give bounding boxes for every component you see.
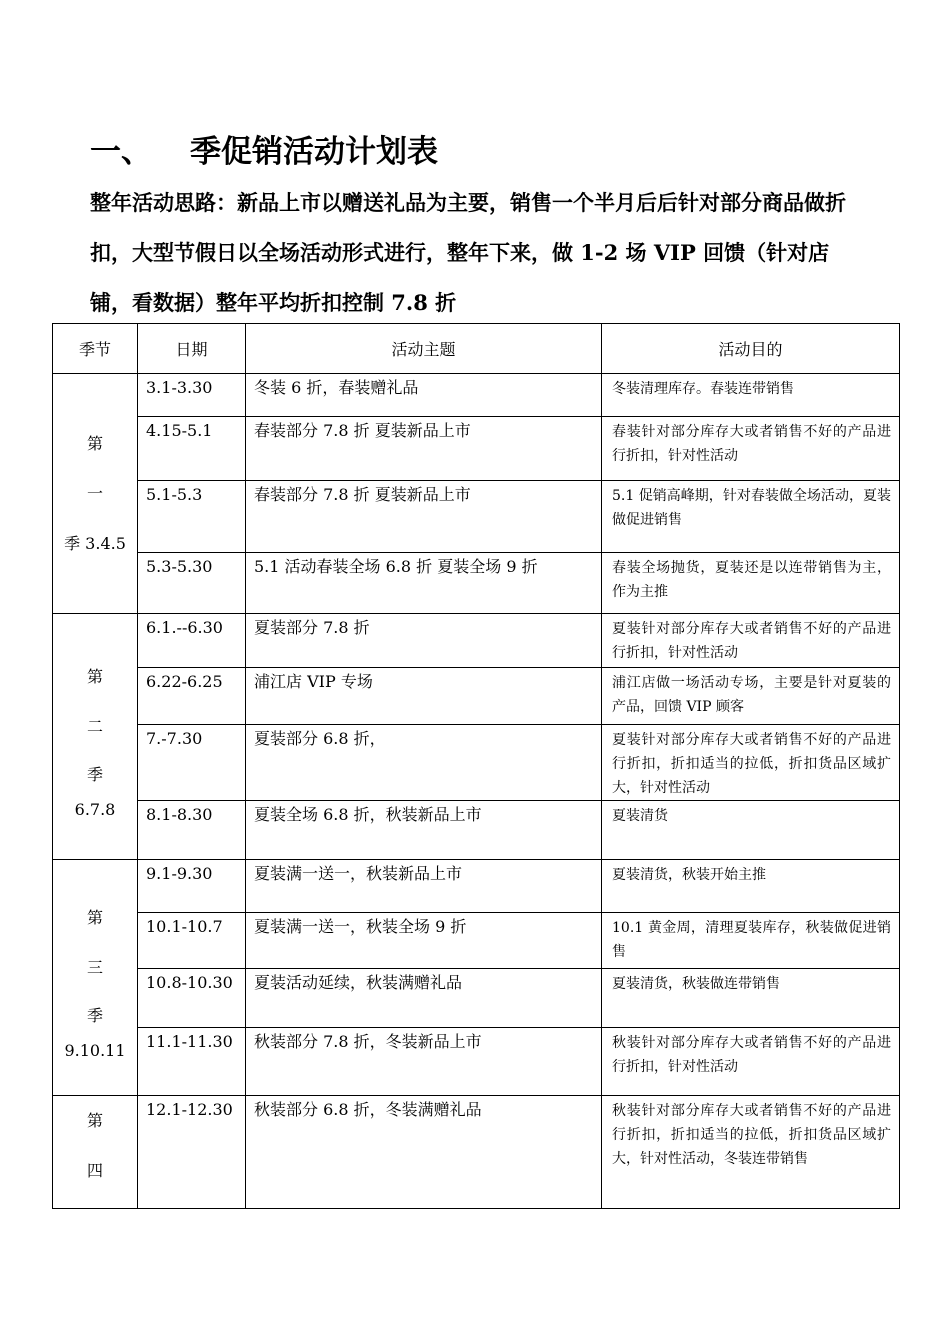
intro-paragraph: 整年活动思路：新品上市以赠送礼品为主要，销售一个半月后后针对部分商品做折扣，大型节假日以全场活动形式进行，整年下来，做 1-2 场 VIP 回馈（针对店铺，看数据）整年平均折扣控制 7.8 折: [90, 190, 846, 315]
table-row: [53, 417, 900, 481]
purpose-cell: 夏装清货，秋装开始主推: [602, 860, 900, 913]
season-label-line: 季 3.4.5: [64, 533, 126, 553]
season-label-line: 第: [86, 433, 103, 453]
table-row: [53, 725, 900, 801]
season-label-line: 季: [86, 1005, 103, 1025]
theme-cell: 夏装满一送一，秋装新品上市: [246, 860, 602, 913]
table-row: [53, 860, 900, 913]
season-label-line: 第: [86, 666, 103, 686]
table-row: [53, 553, 900, 614]
table-row: [53, 614, 900, 668]
purpose-cell: 春装全场抛货，夏装还是以连带销售为主，作为主推: [602, 553, 900, 614]
season-label-line: 季: [86, 764, 103, 784]
purpose-cell: 夏装针对部分库存大或者销售不好的产品进行折扣，针对性活动: [602, 614, 900, 668]
season-label-line: 第: [86, 1111, 103, 1130]
season-label-line: 9.10.11: [64, 1040, 126, 1060]
theme-cell: 夏装部分 6.8 折，: [246, 725, 602, 801]
purpose-cell: 10.1 黄金周，清理夏装库存，秋装做促进销售: [602, 913, 900, 969]
season-label-line: 第: [86, 907, 103, 927]
date-cell: 6.22-6.25: [138, 668, 246, 725]
purpose-cell: 秋装针对部分库存大或者销售不好的产品进行折扣，针对性活动: [602, 1028, 900, 1096]
purpose-cell: 5.1 促销高峰期，针对春装做全场活动，夏装做促进销售: [602, 481, 900, 553]
season-label-line: 6.7.8: [74, 799, 116, 819]
purpose-cell: 秋装针对部分库存大或者销售不好的产品进行折扣，折扣适当的拉低，折扣货品区域扩大，针对性活动，冬装连带销售: [602, 1096, 900, 1209]
purpose-cell: 冬装清理库存。春装连带销售: [602, 374, 900, 417]
theme-cell: 秋装部分 6.8 折，冬装满赠礼品: [246, 1096, 602, 1209]
purpose-cell: 夏装清货: [602, 801, 900, 860]
season-3-cell: [53, 860, 138, 1096]
date-cell: 4.15-5.1: [138, 417, 246, 481]
section-heading: [90, 130, 438, 174]
promotion-plan-table: [52, 323, 900, 1209]
season-label-line: 四: [86, 1161, 103, 1180]
date-cell: 8.1-8.30: [138, 801, 246, 860]
header-theme: 活动主题: [246, 324, 602, 374]
header-date: 日期: [138, 324, 246, 374]
purpose-cell: 夏装针对部分库存大或者销售不好的产品进行折扣，折扣适当的拉低，折扣货品区域扩大，针对性活动: [602, 725, 900, 801]
date-cell: 3.1-3.30: [138, 374, 246, 417]
date-cell: 6.1.--6.30: [138, 614, 246, 668]
table-header-row: [53, 324, 900, 374]
purpose-cell: 夏装清货，秋装做连带销售: [602, 969, 900, 1028]
theme-cell: 5.1 活动春装全场 6.8 折 夏装全场 9 折: [246, 553, 602, 614]
date-cell: 10.8-10.30: [138, 969, 246, 1028]
date-cell: 10.1-10.7: [138, 913, 246, 969]
table-row: [53, 374, 900, 417]
theme-cell: 春装部分 7.8 折 夏装新品上市: [246, 481, 602, 553]
season-1-cell: [53, 374, 138, 614]
purpose-cell: 浦江店做一场活动专场，主要是针对夏装的产品，回馈 VIP 顾客: [602, 668, 900, 725]
season-2-cell: [53, 614, 138, 860]
season-4-cell: [53, 1096, 138, 1209]
date-cell: 5.1-5.3: [138, 481, 246, 553]
header-season: 季节: [53, 324, 138, 374]
date-cell: 5.3-5.30: [138, 553, 246, 614]
theme-cell: 夏装全场 6.8 折，秋装新品上市: [246, 801, 602, 860]
header-purpose: 活动目的: [602, 324, 900, 374]
table-row: [53, 801, 900, 860]
table-row: [53, 1028, 900, 1096]
date-cell: 11.1-11.30: [138, 1028, 246, 1096]
table-row: [53, 481, 900, 553]
table-row: [53, 913, 900, 969]
date-cell: 9.1-9.30: [138, 860, 246, 913]
table-row: [53, 668, 900, 725]
table-row: [53, 969, 900, 1028]
season-label-line: 一: [86, 483, 103, 503]
theme-cell: 冬装 6 折，春装赠礼品: [246, 374, 602, 417]
theme-cell: 夏装满一送一，秋装全场 9 折: [246, 913, 602, 969]
section-number: 一、: [90, 134, 152, 170]
date-cell: 7.-7.30: [138, 725, 246, 801]
table-row: [53, 1096, 900, 1209]
season-label-line: 三: [86, 957, 103, 977]
theme-cell: 夏装部分 7.8 折: [246, 614, 602, 668]
theme-cell: 秋装部分 7.8 折，冬装新品上市: [246, 1028, 602, 1096]
theme-cell: 春装部分 7.8 折 夏装新品上市: [246, 417, 602, 481]
section-title: 季促销活动计划表: [190, 134, 438, 170]
theme-cell: 浦江店 VIP 专场: [246, 668, 602, 725]
date-cell: 12.1-12.30: [138, 1096, 246, 1209]
theme-cell: 夏装活动延续，秋装满赠礼品: [246, 969, 602, 1028]
season-label-line: 二: [86, 716, 103, 736]
purpose-cell: 春装针对部分库存大或者销售不好的产品进行折扣，针对性活动: [602, 417, 900, 481]
